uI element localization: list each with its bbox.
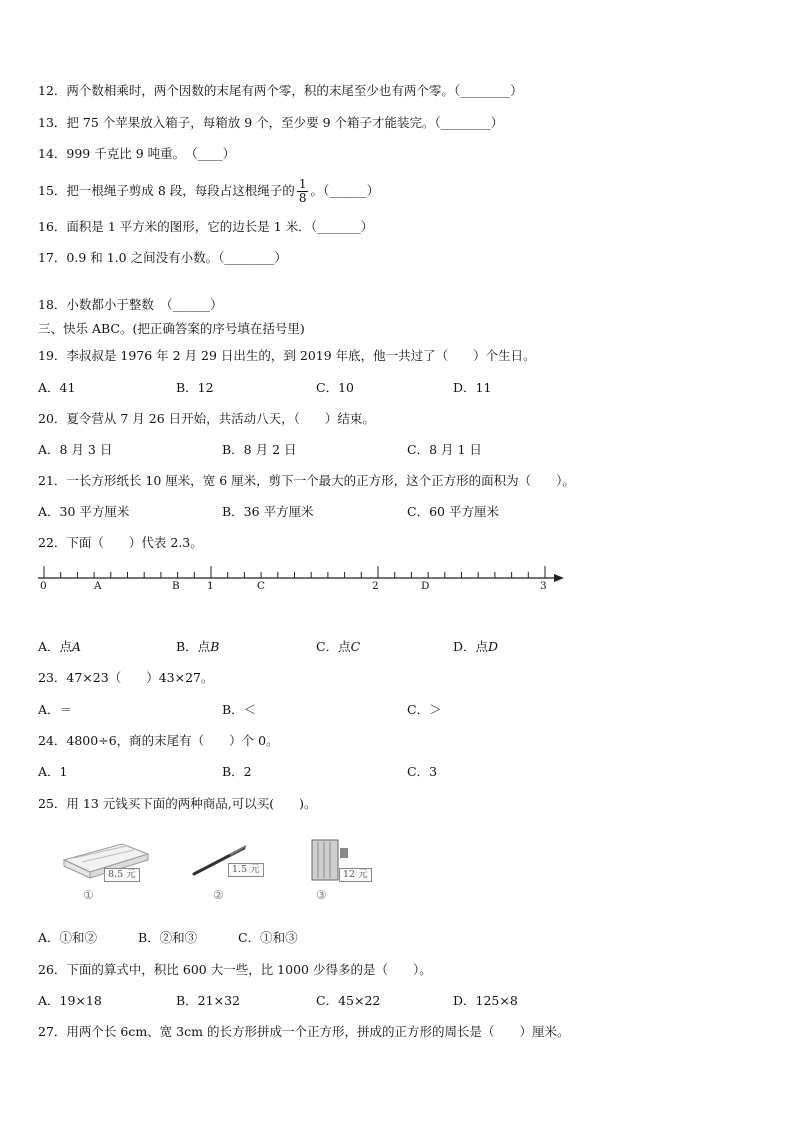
q24-option-a[interactable]: A．1 xyxy=(38,764,68,779)
number-line-ticks xyxy=(44,566,545,578)
label-point-b: B xyxy=(172,580,180,592)
question-15-blank: 。（______） xyxy=(310,183,380,198)
option-prefix: C．点 xyxy=(316,639,351,654)
price-tag-3: 12 元 xyxy=(339,868,372,882)
option-prefix: B．点 xyxy=(176,639,211,654)
q22-option-c[interactable] xyxy=(316,639,360,655)
number-line-arrow xyxy=(554,574,564,582)
q26-option-a[interactable]: A．19×18 xyxy=(38,993,102,1008)
question-20: 20．夏令营从 7 月 26 日开始，共活动八天，（ ）结束。 xyxy=(38,411,375,426)
q22-option-a[interactable] xyxy=(38,639,81,655)
q23-option-c[interactable]: C．＞ xyxy=(407,702,442,717)
q24-option-c[interactable]: C．3 xyxy=(407,764,438,779)
question-27: 27．用两个长 6cm、宽 3cm 的长方形拼成一个正方形，拼成的正方形的周长是（ ）厘米。 xyxy=(38,1024,570,1039)
point-letter: C xyxy=(350,639,361,654)
label-1: 1 xyxy=(207,580,214,592)
q20-option-b[interactable]: B．8 月 2 日 xyxy=(222,442,297,457)
question-22: 22．下面（ ）代表 2.3。 xyxy=(38,535,203,550)
goods-index-3: ③ xyxy=(316,888,327,902)
q25-option-c[interactable]: C．①和③ xyxy=(238,930,298,945)
section-3-title: 三、快乐 ABC。(把正确答案的序号填在括号里) xyxy=(38,321,305,336)
label-point-a: A xyxy=(94,580,102,592)
q24-option-b[interactable]: B．2 xyxy=(222,764,252,779)
question-26: 26．下面的算式中，积比 600 大一些，比 1000 少得多的是（ ）。 xyxy=(38,962,432,977)
price-tag-2: 1.5 元 xyxy=(228,863,264,877)
label-0: 0 xyxy=(40,580,47,592)
q19-option-a[interactable]: A．41 xyxy=(38,380,76,395)
fraction-denominator: 8 xyxy=(298,191,307,205)
q22-option-b[interactable] xyxy=(176,639,219,655)
number-line xyxy=(34,560,566,596)
q20-option-c[interactable]: C．8 月 1 日 xyxy=(407,442,482,457)
goods-index-2: ② xyxy=(213,888,224,902)
q21-option-c[interactable]: C．60 平方厘米 xyxy=(407,504,499,519)
q25-option-a[interactable]: A．①和② xyxy=(38,930,98,945)
q26-option-d[interactable]: D．125×8 xyxy=(453,993,518,1008)
q19-option-d[interactable]: D．11 xyxy=(453,380,492,395)
q23-option-a[interactable]: A．＝ xyxy=(38,702,73,717)
question-17: 17．0.9 和 1.0 之间没有小数。（________） xyxy=(38,250,287,265)
question-12: 12．两个数相乘时，两个因数的末尾有两个零，积的末尾至少也有两个零。（________） xyxy=(38,83,523,98)
question-14: 14．999 千克比 9 吨重。 （____） xyxy=(38,146,236,161)
option-prefix: D．点 xyxy=(453,639,489,654)
q26-option-c[interactable]: C．45×22 xyxy=(316,993,381,1008)
question-16: 16．面积是 1 平方米的图形，它的边长是 1 米．（_______） xyxy=(38,219,374,234)
question-15 xyxy=(38,178,379,205)
question-19: 19．李叔叔是 1976 年 2 月 29 日出生的，到 2019 年底，他一共过了（ ）个生日。 xyxy=(38,348,536,363)
label-3: 3 xyxy=(540,580,547,592)
fraction-one-eighth xyxy=(297,178,309,205)
question-15-text: 15．把一根绳子剪成 8 段，每段占这根绳子的 xyxy=(38,183,295,198)
option-prefix: A．点 xyxy=(38,639,73,654)
point-letter: A xyxy=(72,639,82,654)
question-25: 25．用 13 元钱买下面的两种商品,可以买( )。 xyxy=(38,796,317,811)
q23-option-b[interactable]: B．＜ xyxy=(222,702,257,717)
q19-option-b[interactable]: B．12 xyxy=(176,380,214,395)
fraction-numerator: 1 xyxy=(298,177,307,191)
label-point-d: D xyxy=(421,580,430,592)
q21-option-a[interactable]: A．30 平方厘米 xyxy=(38,504,130,519)
point-letter: B xyxy=(210,639,220,654)
point-letter: D xyxy=(488,639,499,654)
q22-option-d[interactable] xyxy=(453,639,498,655)
label-point-c: C xyxy=(257,580,266,592)
label-2: 2 xyxy=(372,580,379,592)
q25-option-b[interactable]: B．②和③ xyxy=(138,930,198,945)
question-24: 24．4800÷6，商的末尾有（ ）个 0。 xyxy=(38,733,279,748)
q20-option-a[interactable]: A．8 月 3 日 xyxy=(38,442,113,457)
price-tag-1: 8.5 元 xyxy=(104,868,140,882)
goods-index-1: ① xyxy=(83,888,94,902)
q19-option-c[interactable]: C．10 xyxy=(316,380,354,395)
q21-option-b[interactable]: B．36 平方厘米 xyxy=(222,504,314,519)
q26-option-b[interactable]: B．21×32 xyxy=(176,993,240,1008)
question-21: 21．一长方形纸长 10 厘米，宽 6 厘米，剪下一个最大的正方形，这个正方形的面积为（ ）。 xyxy=(38,473,575,488)
question-23: 23．47×23（ ）43×27。 xyxy=(38,670,214,685)
question-18: 18．小数都小于整数 （______） xyxy=(38,297,223,312)
question-13: 13．把 75 个苹果放入箱子，每箱放 9 个，至少要 9 个箱子才能装完。（________） xyxy=(38,115,504,130)
